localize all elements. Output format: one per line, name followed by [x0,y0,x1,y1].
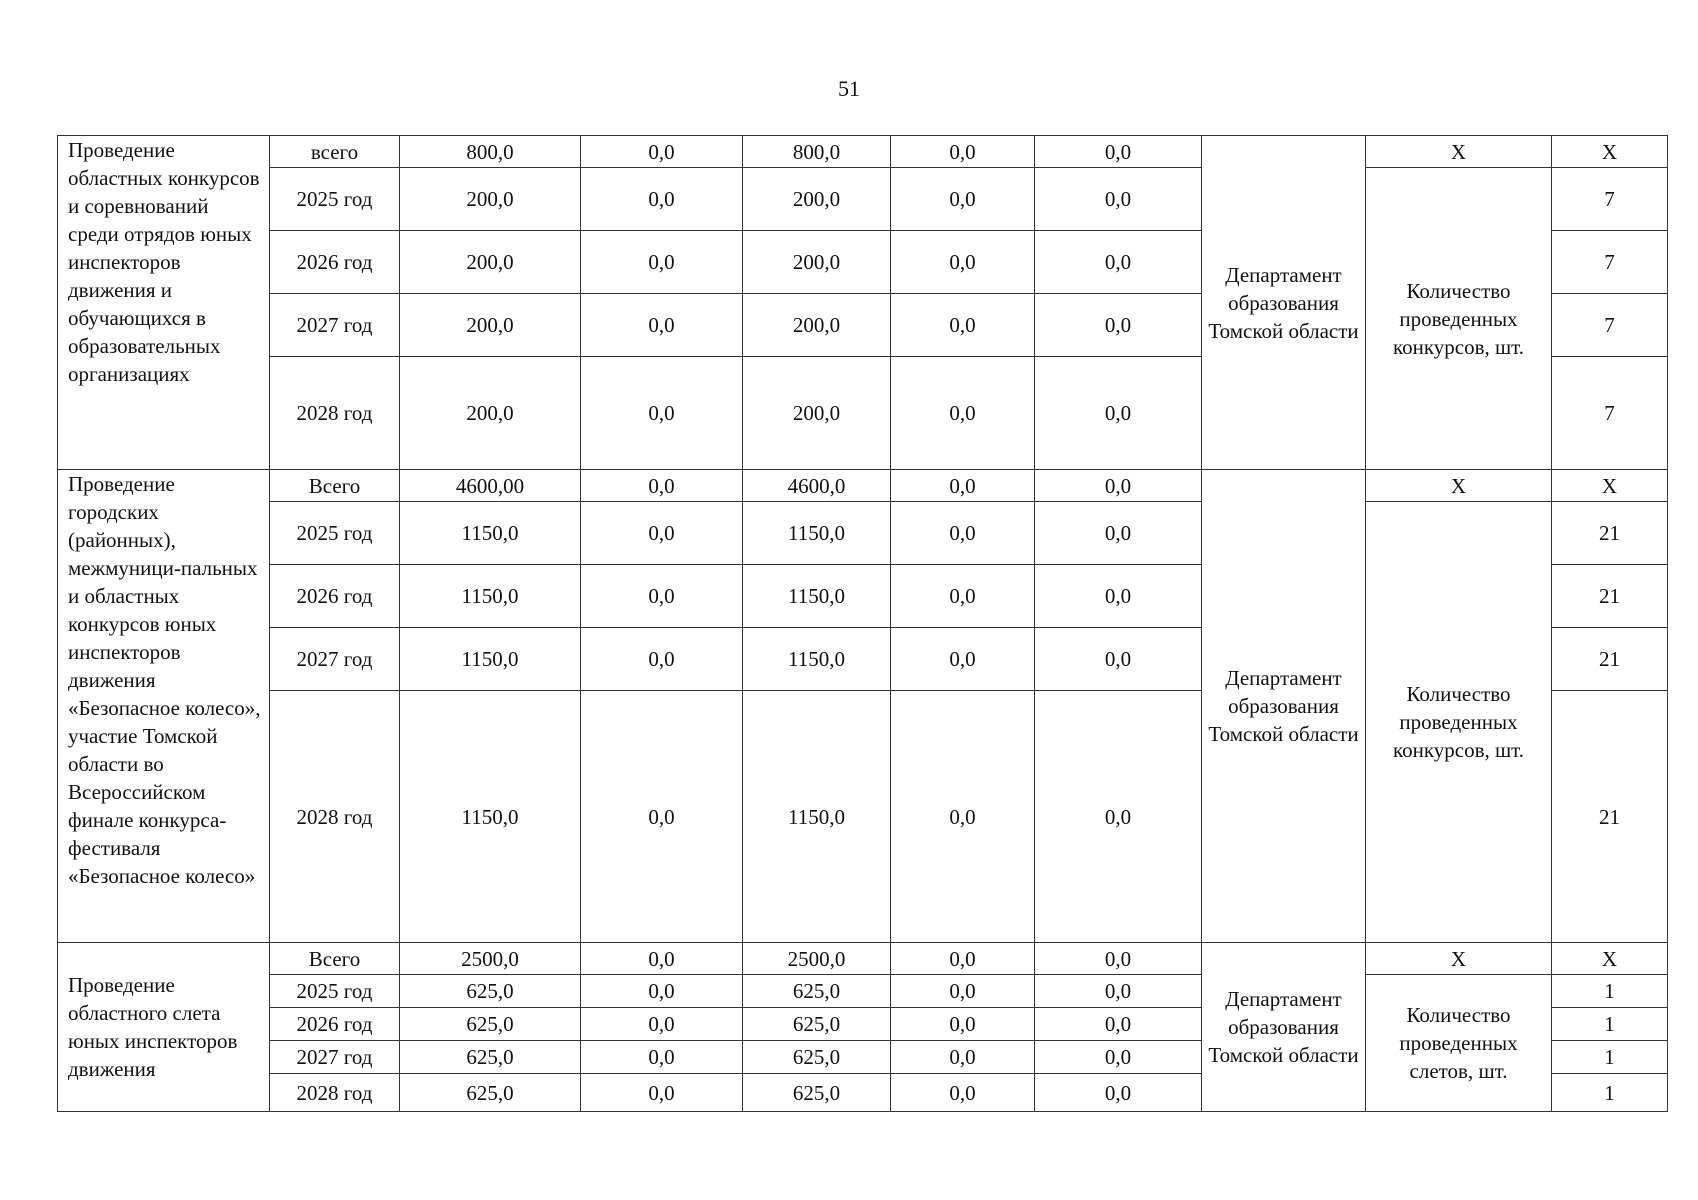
target-value-cell: 1 [1552,1074,1668,1112]
target-value-cell: Х [1552,943,1668,975]
table-row [58,943,1668,975]
target-value-cell: 7 [1552,168,1668,231]
target-value-cell: 21 [1552,628,1668,691]
amount-cell-5: 0,0 [1035,565,1202,628]
amount-cell-3: 4600,0 [743,470,891,502]
amount-cell-1: 200,0 [400,168,581,231]
amount-cell-4: 0,0 [891,168,1035,231]
amount-cell-4: 0,0 [891,565,1035,628]
amount-cell-5: 0,0 [1035,1074,1202,1112]
period-cell: 2026 год [270,1008,400,1041]
indicator-value-cell: Х [1366,136,1552,168]
amount-cell-4: 0,0 [891,691,1035,943]
table-row [58,136,1668,168]
amount-cell-3: 200,0 [743,231,891,294]
amount-cell-2: 0,0 [581,691,743,943]
target-value-cell: Х [1552,470,1668,502]
target-value-cell: 1 [1552,1041,1668,1074]
amount-cell-5: 0,0 [1035,470,1202,502]
amount-cell-1: 625,0 [400,1041,581,1074]
amount-cell-4: 0,0 [891,1074,1035,1112]
amount-cell-1: 1150,0 [400,628,581,691]
amount-cell-3: 200,0 [743,168,891,231]
period-cell: 2028 год [270,1074,400,1112]
amount-cell-3: 625,0 [743,1008,891,1041]
amount-cell-2: 0,0 [581,943,743,975]
activity-name-cell: Проведение областного слета юных инспекторов движения [58,943,270,1112]
target-value-cell: 7 [1552,357,1668,470]
amount-cell-4: 0,0 [891,628,1035,691]
amount-cell-1: 1150,0 [400,565,581,628]
amount-cell-4: 0,0 [891,357,1035,470]
indicator-name-cell: Количество проведенных слетов, шт. [1366,975,1552,1112]
amount-cell-5: 0,0 [1035,357,1202,470]
target-value-cell: 1 [1552,1008,1668,1041]
amount-cell-5: 0,0 [1035,1008,1202,1041]
amount-cell-2: 0,0 [581,168,743,231]
amount-cell-4: 0,0 [891,294,1035,357]
amount-cell-2: 0,0 [581,502,743,565]
indicator-name-cell: Количество проведенных конкурсов, шт. [1366,502,1552,943]
target-value-cell: 7 [1552,231,1668,294]
amount-cell-4: 0,0 [891,1041,1035,1074]
amount-cell-3: 2500,0 [743,943,891,975]
period-cell: 2025 год [270,168,400,231]
amount-cell-2: 0,0 [581,357,743,470]
period-cell: 2027 год [270,628,400,691]
amount-cell-2: 0,0 [581,628,743,691]
period-cell: 2025 год [270,975,400,1008]
executor-cell: Департамент образования Томской области [1202,943,1366,1112]
amount-cell-3: 200,0 [743,294,891,357]
amount-cell-1: 625,0 [400,1074,581,1112]
amount-cell-1: 200,0 [400,357,581,470]
amount-cell-5: 0,0 [1035,294,1202,357]
amount-cell-1: 4600,00 [400,470,581,502]
amount-cell-3: 1150,0 [743,691,891,943]
amount-cell-4: 0,0 [891,1008,1035,1041]
amount-cell-1: 625,0 [400,975,581,1008]
amount-cell-2: 0,0 [581,231,743,294]
amount-cell-3: 1150,0 [743,628,891,691]
amount-cell-4: 0,0 [891,943,1035,975]
amount-cell-4: 0,0 [891,136,1035,168]
table-row [58,168,1668,231]
target-value-cell: 21 [1552,691,1668,943]
amount-cell-2: 0,0 [581,1074,743,1112]
amount-cell-4: 0,0 [891,502,1035,565]
amount-cell-5: 0,0 [1035,231,1202,294]
amount-cell-3: 625,0 [743,975,891,1008]
amount-cell-4: 0,0 [891,231,1035,294]
amount-cell-2: 0,0 [581,470,743,502]
amount-cell-2: 0,0 [581,1041,743,1074]
period-cell: 2026 год [270,565,400,628]
amount-cell-3: 200,0 [743,357,891,470]
amount-cell-5: 0,0 [1035,628,1202,691]
executor-cell: Департамент образования Томской области [1202,136,1366,470]
target-value-cell: 7 [1552,294,1668,357]
amount-cell-3: 625,0 [743,1074,891,1112]
amount-cell-2: 0,0 [581,136,743,168]
activity-name-cell: Проведение областных конкурсов и соревнований среди отрядов юных инспекторов движения и обучающихся в образовательных организациях [58,136,270,470]
activity-name-cell: Проведение городских (районных), межмуници-пальных и областных конкурсов юных инспекторов движения «Безопасное колесо», участие Томской области во Всероссийском финале конкурса-фестиваля «Безопасное колесо» [58,470,270,943]
period-cell: 2027 год [270,1041,400,1074]
amount-cell-1: 1150,0 [400,691,581,943]
period-cell: Всего [270,943,400,975]
target-value-cell: 1 [1552,975,1668,1008]
period-cell: 2027 год [270,294,400,357]
amount-cell-1: 625,0 [400,1008,581,1041]
period-cell: 2028 год [270,357,400,470]
amount-cell-3: 1150,0 [743,502,891,565]
amount-cell-5: 0,0 [1035,691,1202,943]
period-cell: 2028 год [270,691,400,943]
amount-cell-1: 1150,0 [400,502,581,565]
amount-cell-1: 200,0 [400,294,581,357]
target-value-cell: Х [1552,136,1668,168]
target-value-cell: 21 [1552,502,1668,565]
executor-cell: Департамент образования Томской области [1202,470,1366,943]
amount-cell-5: 0,0 [1035,136,1202,168]
amount-cell-3: 800,0 [743,136,891,168]
period-cell: 2025 год [270,502,400,565]
table-row [58,975,1668,1008]
amount-cell-2: 0,0 [581,1008,743,1041]
period-cell: 2026 год [270,231,400,294]
amount-cell-5: 0,0 [1035,168,1202,231]
indicator-value-cell: Х [1366,470,1552,502]
amount-cell-3: 625,0 [743,1041,891,1074]
target-value-cell: 21 [1552,565,1668,628]
amount-cell-4: 0,0 [891,470,1035,502]
amount-cell-5: 0,0 [1035,502,1202,565]
table-row [58,470,1668,502]
budget-table [57,135,1668,1112]
table-body [58,136,1668,1112]
amount-cell-5: 0,0 [1035,975,1202,1008]
amount-cell-1: 800,0 [400,136,581,168]
page-number: 51 [838,76,860,101]
amount-cell-3: 1150,0 [743,565,891,628]
amount-cell-2: 0,0 [581,294,743,357]
amount-cell-5: 0,0 [1035,943,1202,975]
amount-cell-1: 200,0 [400,231,581,294]
period-cell: всего [270,136,400,168]
period-cell: Всего [270,470,400,502]
amount-cell-2: 0,0 [581,565,743,628]
amount-cell-1: 2500,0 [400,943,581,975]
amount-cell-2: 0,0 [581,975,743,1008]
indicator-name-cell: Количество проведенных конкурсов, шт. [1366,168,1552,470]
table-row [58,502,1668,565]
indicator-value-cell: Х [1366,943,1552,975]
amount-cell-4: 0,0 [891,975,1035,1008]
amount-cell-5: 0,0 [1035,1041,1202,1074]
